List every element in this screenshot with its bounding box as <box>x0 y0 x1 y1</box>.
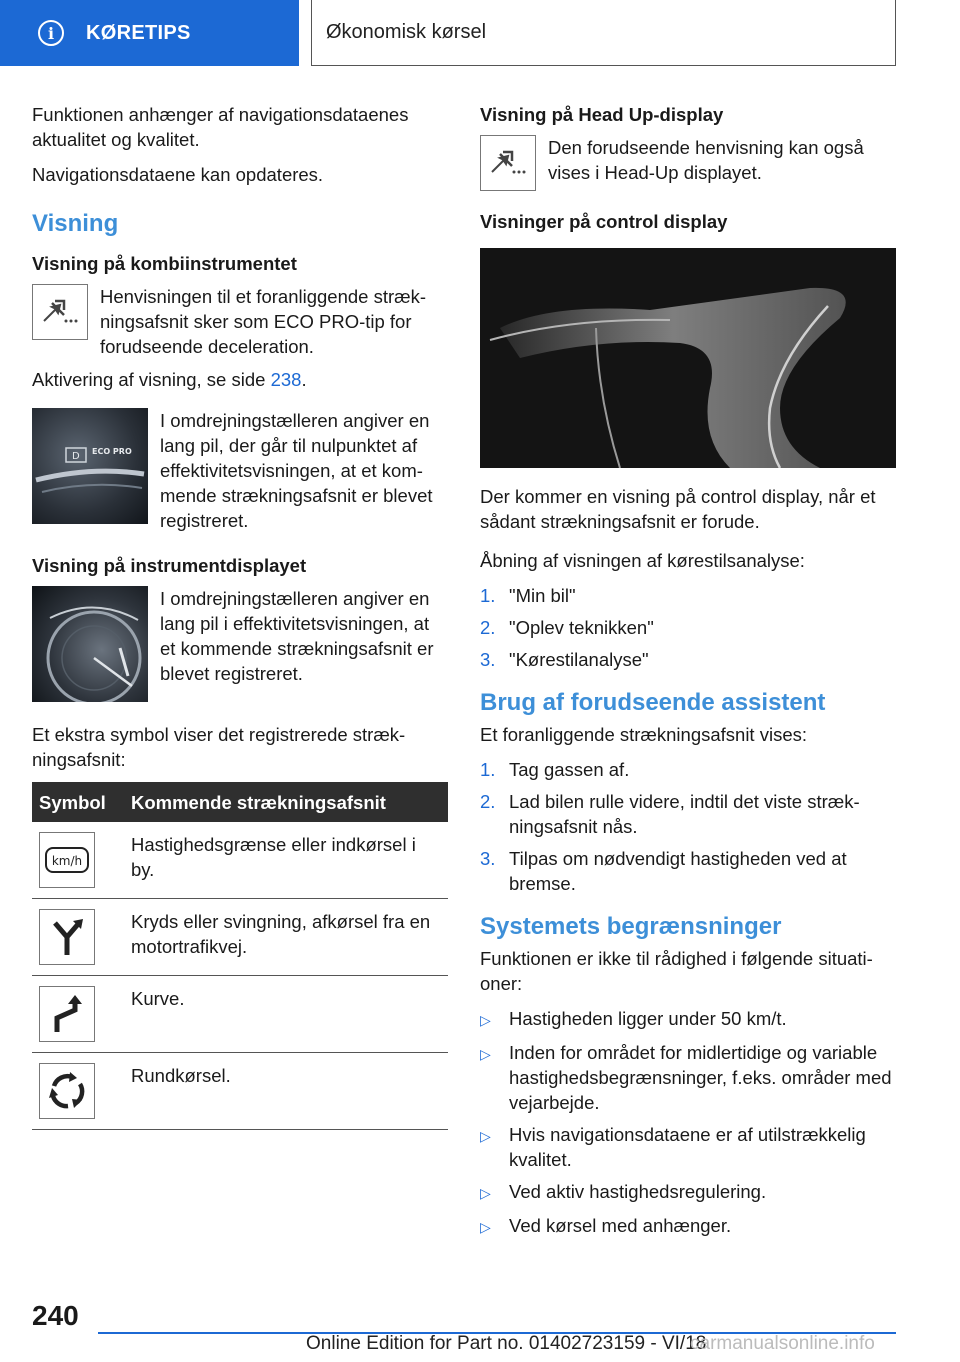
heading-brug: Brug af forudseende assistent <box>480 689 826 716</box>
list-item: 2. Lad bilen rulle videre, indtil det viste strækningsafsnit nås. <box>480 791 860 837</box>
speed-limit-kmh-icon <box>39 832 95 888</box>
junction-icon <box>39 909 95 965</box>
page-number: 240 <box>32 1300 79 1331</box>
row-desc: Kurve. <box>124 976 448 1053</box>
row-desc: Rundkørsel. <box>124 1053 448 1130</box>
col-symbol: Symbol <box>32 782 124 822</box>
eco-pro-label: ECO PRO <box>92 447 132 456</box>
triangle-bullet-icon: ▷ <box>480 1219 491 1235</box>
gear-d-label: D <box>72 451 80 462</box>
table-row <box>32 1053 448 1130</box>
subheading-kombi: Visning på kombiinstrumentet <box>32 253 297 274</box>
footer-edition: Online Edition for Part no. 01402723159 - VI/18 <box>306 1333 707 1354</box>
tachometer-eco-text: I omdrejningstælleren angiver en lang pil, der går til nulpunktet af effektivitetsvisningen, at et kommende strækningsafsnit er blevet registreret. <box>160 410 433 531</box>
triangle-bullet-icon: ▷ <box>480 1012 491 1028</box>
kombi-text: Henvisningen til et foranliggende strækningsafsnit sker som ECO PRO-tip for forudseende deceleration. <box>100 286 426 357</box>
predictive-assistant-icon <box>480 135 536 191</box>
intro-paragraph-2: Navigationsdataene kan opdateres. <box>32 164 324 185</box>
control-text: Der kommer en visning på control display, når et sådant strækningsafsnit er forude. <box>480 486 876 532</box>
list-item: ▷ Ved aktiv hastighedsregulering. <box>480 1179 896 1206</box>
symbol-table <box>32 782 448 1130</box>
row-desc: Hastighedsgrænse eller indkørsel i by. <box>124 822 448 899</box>
section-label: KØRETIPS <box>86 21 191 44</box>
kombi-row <box>32 284 448 359</box>
brug-intro: Et foranliggende strækningsafsnit vises: <box>480 724 808 745</box>
list-item: 2. "Oplev teknikken" <box>480 617 654 638</box>
section-tab <box>0 0 299 66</box>
open-intro: Åbning af visningen af kørestilsanalyse: <box>480 550 805 571</box>
triangle-bullet-icon: ▷ <box>480 1185 491 1201</box>
page-link-238[interactable]: 238 <box>270 369 302 390</box>
tachometer-eco-row <box>32 408 448 533</box>
right-column <box>480 102 896 1247</box>
hud-row <box>480 135 896 191</box>
instrument-text: I omdrejningstælleren angiver en lang pil i effektivitetsvisningen, at et kommende strækningsafsnit er blevet registreret. <box>160 588 434 684</box>
list-item: 3. "Kørestilanalyse" <box>480 649 649 670</box>
symbol-intro: Et ekstra symbol viser det registrerede strækningsafsnit: <box>32 724 406 770</box>
list-item: ▷ Hvis navigationsdataene er af utilstrækkelig kvalitet. <box>480 1124 866 1170</box>
subheading-instrument: Visning på instrumentdisplayet <box>32 555 307 576</box>
table-row <box>32 899 448 976</box>
begr-list <box>480 1006 896 1240</box>
table-header-row <box>32 782 448 822</box>
instrument-display-image <box>32 586 148 702</box>
left-column <box>32 102 448 1130</box>
roundabout-icon <box>39 1063 95 1119</box>
intro-paragraph-1: Funktionen anhænger af navigationsdataenes aktualitet og kvalitet. <box>32 104 409 150</box>
table-row <box>32 976 448 1053</box>
table-row <box>32 822 448 899</box>
subheading-control: Visninger på control display <box>480 211 728 232</box>
col-description: Kommende strækningsafsnit <box>124 782 448 822</box>
page-header <box>0 0 960 66</box>
subheading-hud: Visning på Head Up-display <box>480 104 724 125</box>
triangle-bullet-icon: ▷ <box>480 1046 491 1062</box>
hud-text: Den forudseende henvisning kan også vises i Head-Up displayet. <box>548 137 864 183</box>
kmh-icon-text: km/h <box>51 854 83 868</box>
list-item: 1. Tag gassen af. <box>480 759 630 780</box>
page-title: Økonomisk kørsel <box>311 0 896 66</box>
eco-pro-tachometer-image <box>32 408 148 524</box>
row-desc: Kryds eller svingning, afkørsel fra en motortrafikvej. <box>124 899 448 976</box>
watermark: carmanualsonline.info <box>690 1333 875 1354</box>
triangle-bullet-icon: ▷ <box>480 1128 491 1144</box>
info-icon: i <box>38 20 64 46</box>
list-item: 3. Tilpas om nødvendigt hastigheden ved at bremse. <box>480 848 847 894</box>
activation-reference: Aktivering af visning, se side 238. <box>32 369 307 390</box>
open-steps-list <box>480 583 896 672</box>
begr-intro: Funktionen er ikke til rådighed i følgende situationer: <box>480 948 873 994</box>
list-item: ▷ Ved kørsel med anhænger. <box>480 1213 896 1240</box>
predictive-assistant-icon <box>32 284 88 340</box>
list-item: ▷ Hastigheden ligger under 50 km/t. <box>480 1006 896 1033</box>
control-display-image <box>480 248 896 468</box>
curve-icon <box>39 986 95 1042</box>
list-item: 1. "Min bil" <box>480 585 576 606</box>
heading-visning: Visning <box>32 210 119 237</box>
instrument-row <box>32 586 448 702</box>
heading-begraensninger: Systemets begrænsninger <box>480 913 782 940</box>
list-item: ▷ Inden for området for midlertidige og variable hastighedsbegrænsninger, f.eks. områder med vejarbejde. <box>480 1042 892 1113</box>
brug-steps-list <box>480 757 896 896</box>
